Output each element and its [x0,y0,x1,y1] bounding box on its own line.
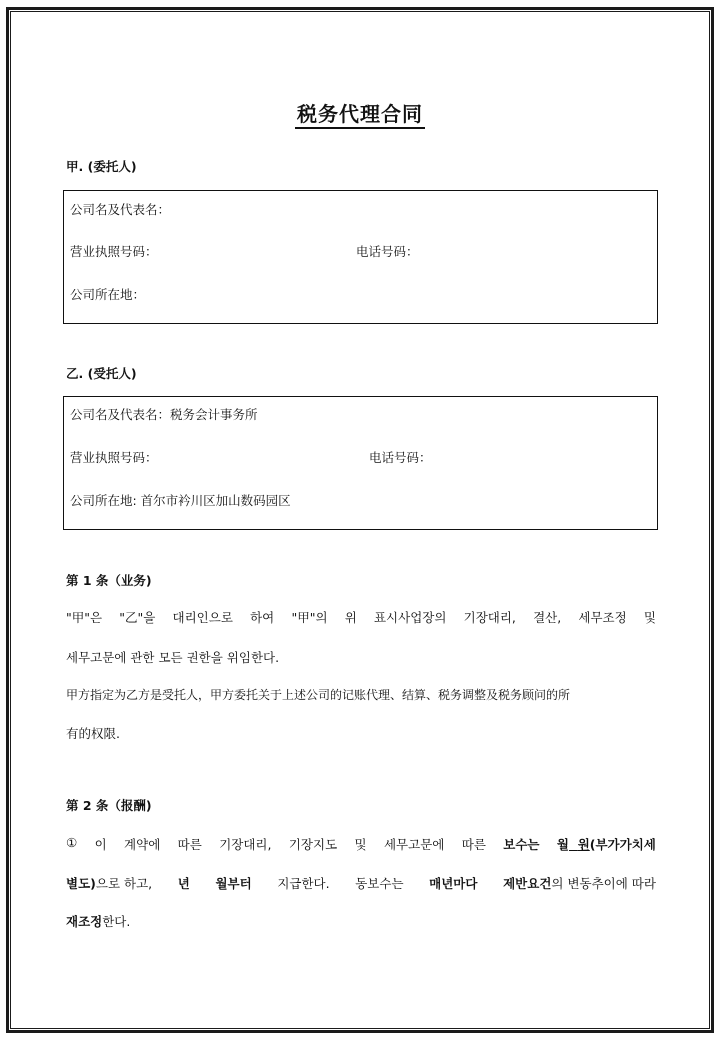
word: 및 [643,610,656,625]
readjust: 재조정 [66,914,103,929]
party-a-address-label: 公司所在地： [70,287,146,302]
word: 위 [344,610,357,625]
text: 으로 하고, [95,876,153,891]
word: 대리인으로 [172,610,233,625]
party-a-company-label: 公司名及代表名： [70,202,171,217]
word: 세무조정 [578,610,627,625]
article-1-chinese-line-2: 有的权限. [66,726,120,741]
vat-note: (부가가치세 [589,837,656,852]
party-b-heading: 乙. (受托人) [66,366,137,381]
party-a-license-label: 营业执照号码： [70,244,158,259]
word: 보수는 [503,837,540,852]
text: 의 변동추이에 따라 [551,876,656,891]
word: 따른 [177,837,202,852]
word: 계약에 [124,837,161,852]
word: 세무고문에 [383,837,445,852]
article-2-heading: 第 2 条（报酬) [66,798,152,813]
word: 하여 [250,610,275,625]
article-2-line-2 [66,874,656,892]
word: 기장대리, [219,837,272,852]
party-b-box [63,396,658,530]
party-a-phone-label: 电话号码： [356,244,419,259]
segment [66,874,152,892]
word: "甲"은 [66,610,103,625]
party-b-phone-label: 电话号码： [369,450,432,465]
party-b-company-label: 公司名及代表名：税务会计事务所 [70,407,258,422]
month-from-label: 월부터 [215,876,252,891]
document-title [0,98,720,127]
month-label: 월 [556,837,569,852]
article-2-line-3 [66,912,656,930]
text: 지급한다. [277,876,330,891]
blank-underline [569,837,578,852]
text: 한다. [102,914,131,929]
won-label: 원 [577,837,590,852]
word: "甲"의 [291,610,328,625]
document-title-text: 税务代理合同 [295,102,425,129]
segment [503,874,656,892]
requirements: 제반요건 [503,876,552,891]
word: 결산, [533,610,562,625]
article-2-line-1 [66,835,656,853]
year-label: 년 [177,876,190,891]
word: 및 [354,837,367,852]
word: 기장대리, [463,610,516,625]
word [557,835,656,853]
word: ① [66,835,78,850]
text: 동보수는 [355,876,404,891]
word: 따른 [461,837,486,852]
party-a-heading: 甲. (委托人) [66,159,137,174]
word: 표시사업장의 [373,610,447,625]
word: "乙"을 [119,610,156,625]
article-1-korean-line-1 [66,608,656,626]
article-1-chinese-line-1: 甲方指定为乙方是受托人，甲方委托关于上述公司的记账代理、结算、税务调整及税务顾问的所 [66,688,571,702]
word: 이 [94,837,107,852]
article-1-korean-line-2: 세무고문에 관한 모든 권한을 위임한다. [66,650,280,665]
word: 기장지도 [288,837,338,852]
party-b-address-label: 公司所在地: 首尔市衿川区加山数码园区 [70,493,291,508]
party-a-box [63,190,658,324]
article-1-heading: 第 1 条（业务) [66,573,152,588]
party-b-license-label: 营业执照号码： [70,450,158,465]
vat-separate: 별도) [66,876,96,891]
every-year: 매년마다 [429,876,478,891]
